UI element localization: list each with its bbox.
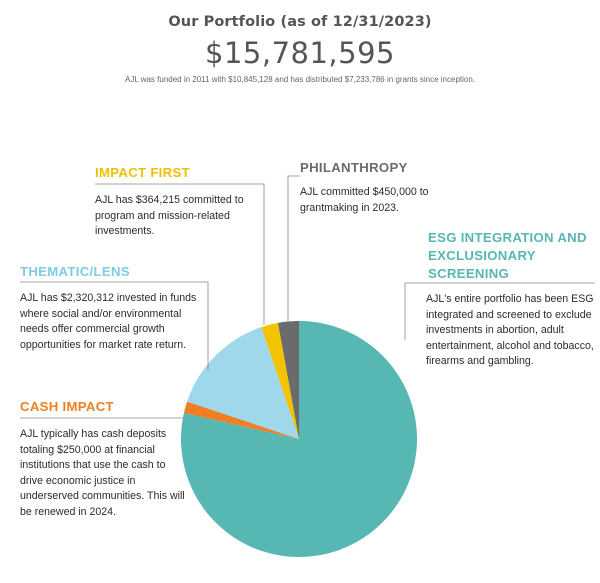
thematic-title: THEMATIC/LENS — [20, 264, 130, 279]
philanthropy-title: PHILANTHROPY — [300, 160, 408, 175]
impact-first-title: IMPACT FIRST — [95, 165, 190, 180]
cash-impact-title: CASH IMPACT — [20, 399, 114, 414]
pie-slices — [181, 321, 417, 557]
philanthropy-text: AJL committed $450,000 to grantmaking in 2023. — [300, 186, 429, 214]
esg-text: AJL's entire portfolio has been ESG integrated and screened to exclude investments in abortion, adult entertainment, alcohol and tobacco, firearms and gambling. — [426, 293, 594, 368]
thematic-text: AJL has $2,320,312 invested in funds where social and/or environmental needs offer commercial growth opportunities for market rate return. — [20, 292, 197, 351]
portfolio-title: Our Portfolio (as of 12/31/2023) — [168, 14, 432, 30]
leader-line-philanthropy — [288, 176, 300, 322]
impact-first-text: AJL has $364,215 committed to program and mission-related investments. — [95, 194, 244, 238]
esg-title: ESG INTEGRATION AND EXCLUSIONARY SCREENING — [428, 230, 587, 281]
portfolio-total: $15,781,595 — [205, 36, 395, 70]
cash-impact-text: AJL typically has cash deposits totaling $250,000 at financial institutions that use the cash to drive economic justice in underserved communities. This will be renewed in 2024. — [20, 428, 185, 518]
portfolio-subtitle: AJL was funded in 2011 with $10,845,128 and has distributed $7,233,786 in grants since inception. — [124, 75, 476, 84]
